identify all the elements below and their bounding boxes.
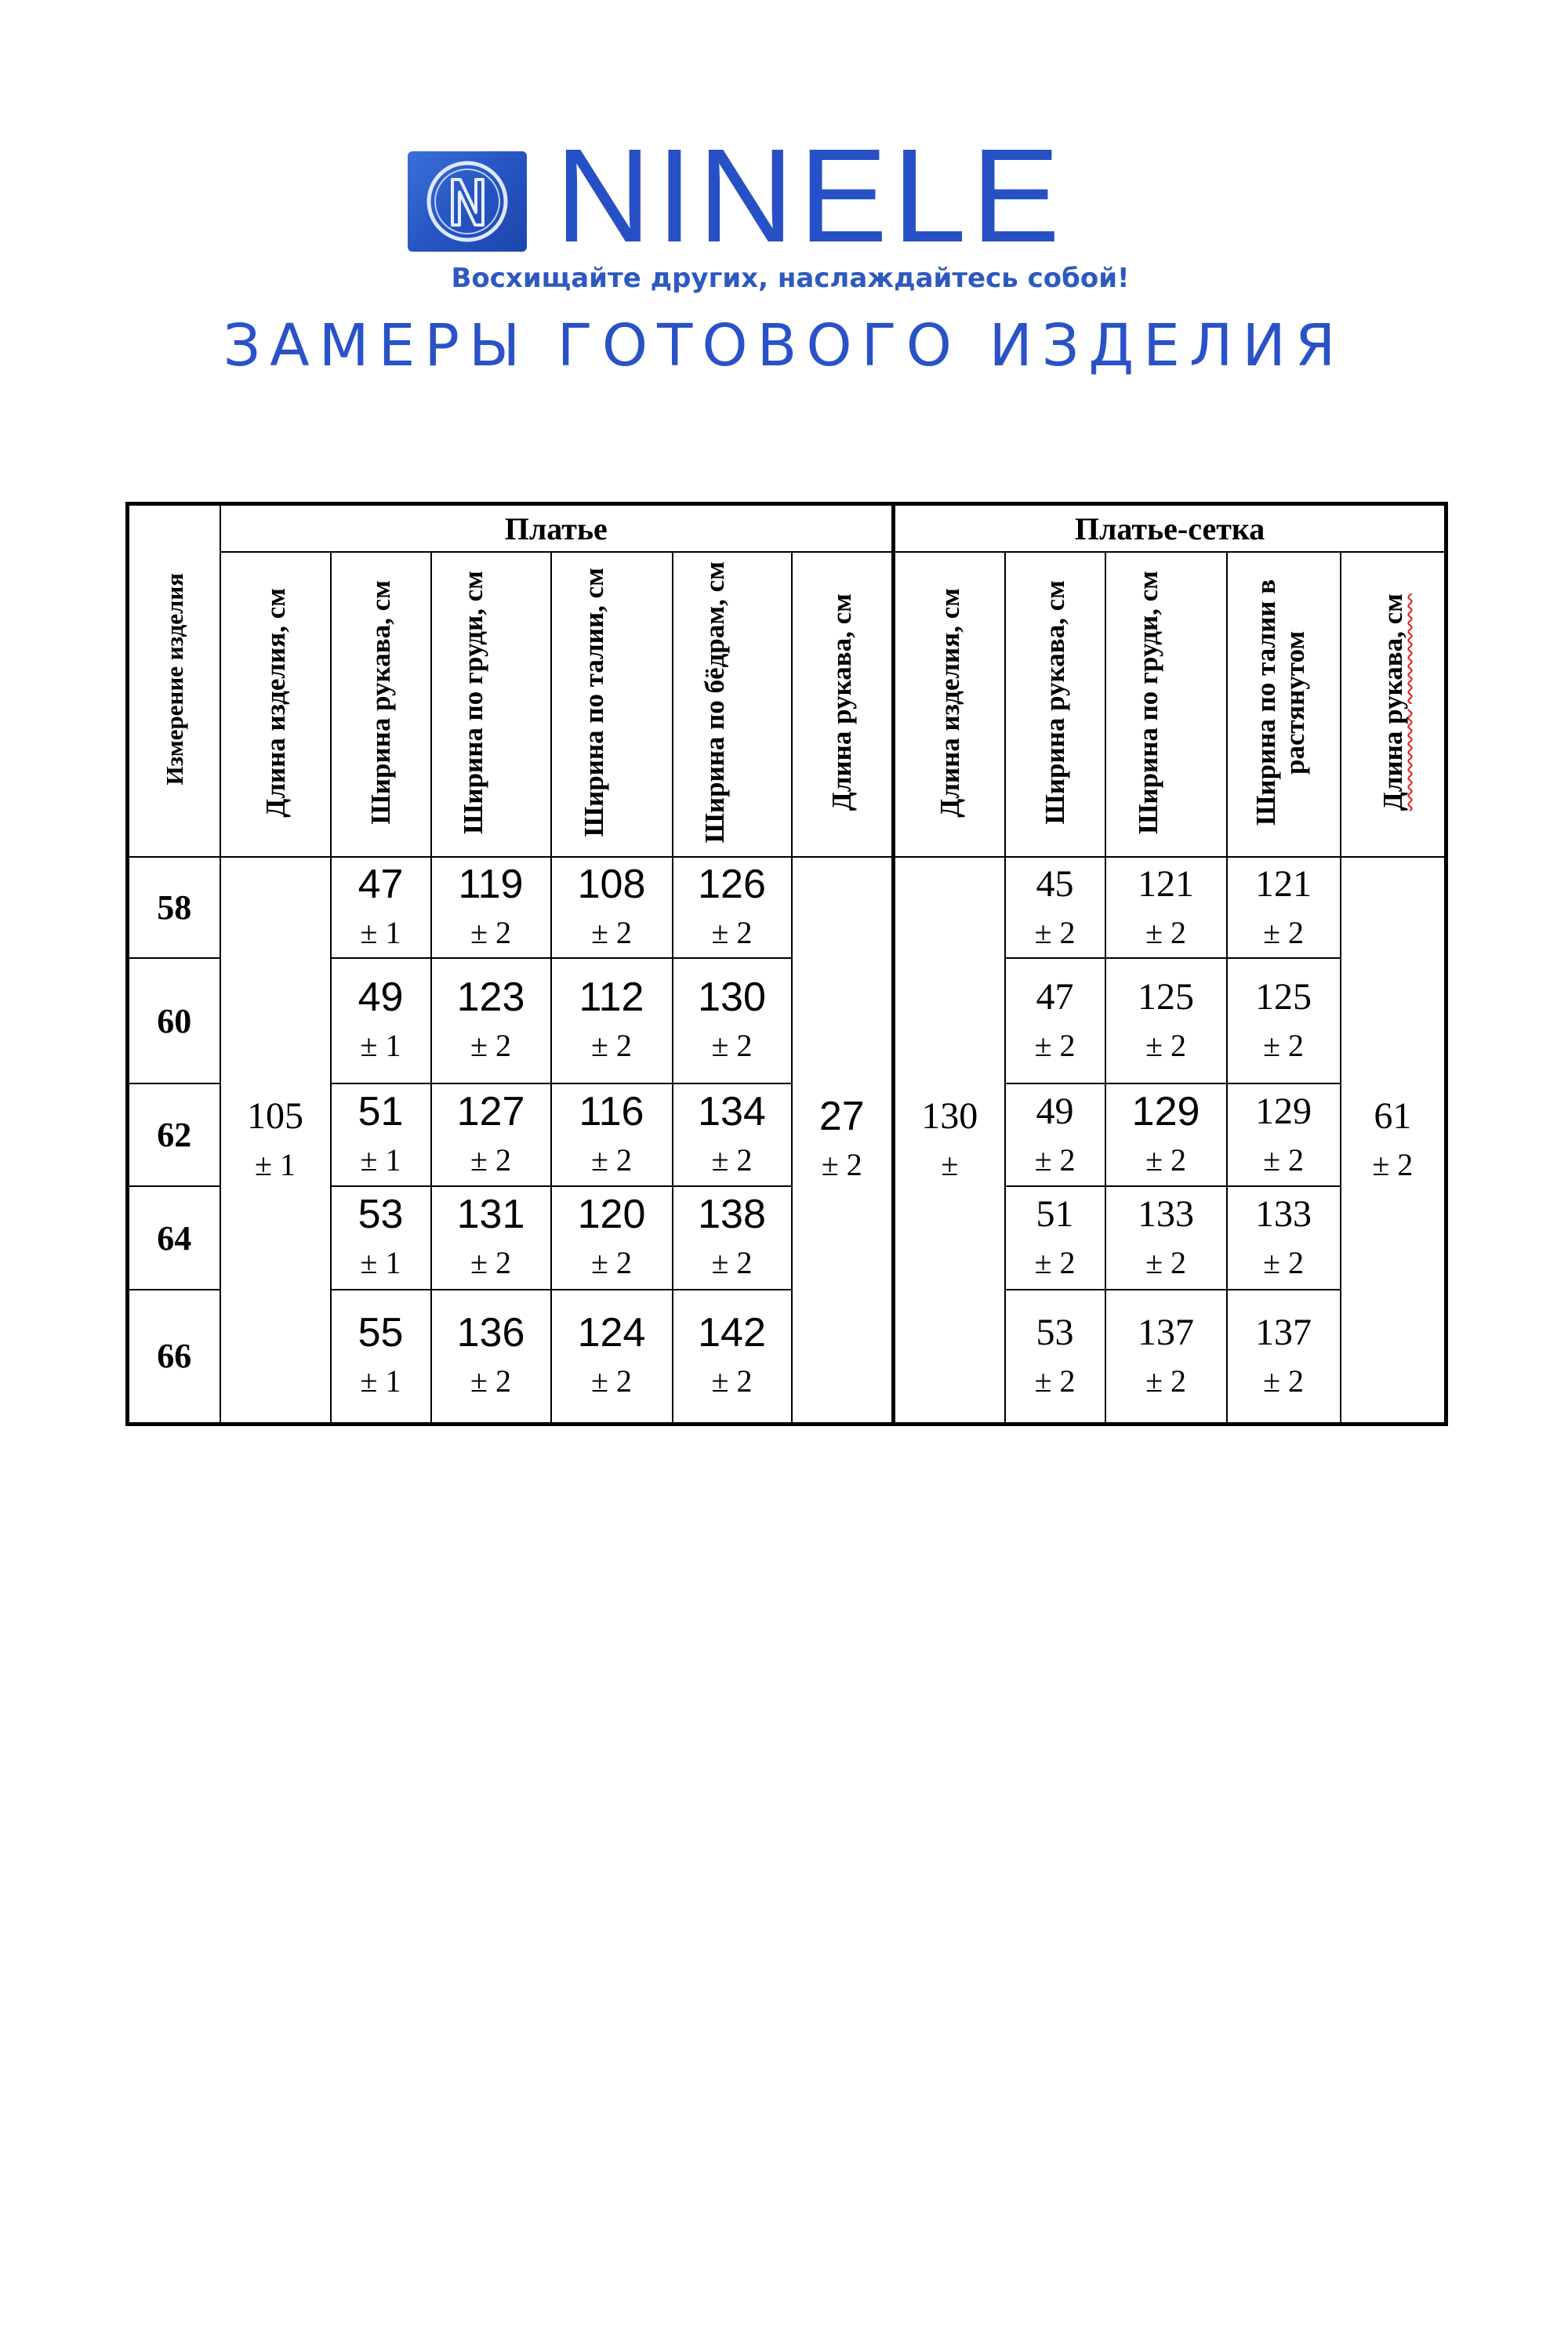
measurement-cell: [1105, 1083, 1227, 1186]
measurement-value: 133: [1138, 1193, 1195, 1235]
column-header: [1227, 552, 1341, 857]
measurement-value: 142: [698, 1309, 766, 1356]
measurement-tolerance: ± 1: [360, 1245, 401, 1280]
measurement-value: 130: [921, 1094, 978, 1137]
column-header-label: Ширина по груди, см: [458, 570, 488, 834]
measurement-cell: [431, 958, 551, 1083]
measurement-tolerance: ± 2: [1145, 1142, 1187, 1178]
measurement-value: 51: [358, 1088, 404, 1134]
column-header-label: Длина изделия, см: [934, 587, 965, 818]
measurement-tolerance: ± 2: [1263, 1028, 1305, 1063]
measurement-cell: [1105, 857, 1227, 958]
measurement-tolerance: ±: [941, 1146, 959, 1182]
measurement-value: 49: [358, 975, 404, 1020]
corner-label: Измерение изделия: [160, 572, 188, 786]
page-title: ЗАМЕРЫ ГОТОВОГО ИЗДЕЛИЯ: [223, 312, 1345, 379]
measurement-value: 61: [1374, 1094, 1412, 1137]
measurement-value: 105: [247, 1094, 303, 1137]
measurement-tolerance: ± 2: [591, 1363, 632, 1399]
column-header: [1105, 552, 1227, 857]
measurement-tolerance: ± 1: [360, 1028, 401, 1063]
measurement-tolerance: ± 2: [591, 1142, 632, 1178]
measurement-cell: [673, 857, 792, 958]
measurement-cell: [1005, 1186, 1105, 1290]
table-row: [128, 857, 1446, 958]
measurement-cell: [431, 1290, 551, 1424]
brand-name: NINELE: [555, 122, 1065, 270]
measurement-tolerance: ± 2: [1034, 1245, 1076, 1280]
measurement-cell: [331, 1290, 431, 1424]
measurement-value: 130: [698, 975, 766, 1020]
measurement-value: 53: [358, 1192, 404, 1237]
measurement-cell: [331, 958, 431, 1083]
measurement-tolerance: ± 2: [711, 1142, 753, 1178]
column-header: [792, 552, 894, 857]
measurement-cell: [551, 1290, 673, 1424]
column-header-label: Ширина по груди, см: [1133, 570, 1164, 834]
measurement-value: 136: [456, 1309, 525, 1356]
measurement-tolerance: ± 2: [470, 1028, 511, 1063]
measurement-tolerance: ± 2: [1372, 1146, 1414, 1182]
measurement-value: 116: [579, 1088, 644, 1134]
column-header-label: Ширина по бёдрам, см: [699, 561, 730, 844]
measurement-value: 108: [577, 861, 646, 907]
measurement-value: 131: [456, 1192, 525, 1237]
measurement-value: 127: [456, 1088, 525, 1134]
size-cell: 64: [128, 1186, 220, 1290]
measurement-cell: [1227, 1083, 1341, 1186]
measurement-cell: [1005, 1083, 1105, 1186]
measurement-tolerance: ± 2: [1145, 1028, 1187, 1063]
column-header-label: Длина рукава, см: [1377, 593, 1408, 811]
measurement-value: 121: [1138, 862, 1195, 905]
measurement-cell: [673, 1290, 792, 1424]
column-header: [551, 552, 673, 857]
measurement-tolerance: ± 1: [360, 1363, 401, 1399]
column-header: [673, 552, 792, 857]
measurement-value: 55: [358, 1309, 404, 1356]
measurement-tolerance: ± 2: [470, 1245, 511, 1280]
column-header: [331, 552, 431, 857]
size-cell: 62: [128, 1083, 220, 1186]
measurement-tolerance: ± 2: [470, 914, 511, 950]
measurement-tolerance: ± 2: [711, 1245, 753, 1280]
measurement-cell: [331, 857, 431, 958]
measurement-cell: [1105, 1290, 1227, 1424]
size-table-wrapper: [125, 502, 1448, 1426]
corner-header: [128, 504, 220, 858]
measurement-tolerance: ± 2: [821, 1146, 862, 1182]
measurement-cell: [551, 857, 673, 958]
measurement-value: 51: [1036, 1193, 1074, 1235]
measurement-value: 120: [577, 1192, 646, 1237]
measurement-cell: [331, 1186, 431, 1290]
measurement-value: 129: [1131, 1088, 1200, 1134]
column-header: [431, 552, 551, 857]
measurement-tolerance: ± 2: [1034, 914, 1076, 950]
measurement-cell: [1005, 958, 1105, 1083]
measurement-tolerance: ± 2: [711, 914, 753, 950]
column-header-label: Ширина рукава, см: [365, 580, 396, 825]
measurement-value: 124: [577, 1309, 646, 1356]
measurement-value: 137: [1255, 1311, 1312, 1353]
measurement-tolerance: ± 2: [470, 1363, 511, 1399]
measurement-value: 129: [1255, 1090, 1312, 1132]
measurement-tolerance: ± 2: [1263, 1245, 1305, 1280]
measurement-cell: [673, 1186, 792, 1290]
measurement-tolerance: ± 2: [1263, 1363, 1305, 1399]
group-header-mesh-dress: Платье-сетка: [894, 504, 1446, 553]
measurement-value: 47: [358, 861, 404, 907]
measurement-tolerance: ± 2: [1145, 914, 1187, 950]
measurement-tolerance: ± 2: [591, 1028, 632, 1063]
measurement-cell: [551, 1186, 673, 1290]
column-header: [220, 552, 331, 857]
size-table: [125, 502, 1448, 1426]
measurement-tolerance: ± 2: [1263, 1142, 1305, 1178]
measurement-cell: [431, 1083, 551, 1186]
measurement-cell: [1005, 1290, 1105, 1424]
measurement-value: 49: [1036, 1090, 1074, 1132]
column-header: [894, 552, 1005, 857]
measurement-tolerance: ± 1: [360, 1142, 401, 1178]
measurement-cell: [431, 857, 551, 958]
measurement-cell: [673, 958, 792, 1083]
dress-length-cell: [220, 857, 331, 1424]
measurement-tolerance: ± 2: [470, 1142, 511, 1178]
measurement-cell: [551, 958, 673, 1083]
brand-tagline: Восхищайте других, наслаждайтесь собой!: [451, 263, 1130, 294]
measurement-value: 133: [1255, 1193, 1312, 1235]
measurement-tolerance: ± 2: [1145, 1363, 1187, 1399]
measurement-cell: [1005, 857, 1105, 958]
size-cell: 58: [128, 857, 220, 958]
measurement-cell: [1227, 1290, 1341, 1424]
measurement-value: 45: [1036, 862, 1074, 905]
measurement-cell: [431, 1186, 551, 1290]
measurement-value: 123: [456, 975, 525, 1020]
column-header: [1341, 552, 1446, 857]
measurement-tolerance: ± 2: [711, 1363, 753, 1399]
measurement-cell: [331, 1083, 431, 1186]
column-header-label: Длина изделия, см: [260, 587, 291, 818]
measurement-value: 134: [698, 1088, 766, 1134]
measurement-cell: [1105, 1186, 1227, 1290]
measurement-value: 112: [579, 975, 644, 1020]
mesh-sleeve-length-cell: [1341, 857, 1446, 1424]
size-cell: 60: [128, 958, 220, 1083]
brand-logo-icon: [408, 151, 527, 252]
measurement-value: 126: [698, 861, 766, 907]
measurement-cell: [551, 1083, 673, 1186]
column-header-label: Ширина по талии в растянутом: [1250, 579, 1311, 826]
measurement-tolerance: ± 2: [591, 914, 632, 950]
group-header-dress: Платье: [220, 504, 894, 553]
column-header-label: Длина рукава, см: [826, 593, 858, 811]
measurement-cell: [1105, 958, 1227, 1083]
measurement-tolerance: ± 2: [1145, 1245, 1187, 1280]
group-header-row: [128, 504, 1446, 553]
measurement-tolerance: ± 2: [591, 1245, 632, 1280]
column-header: [1005, 552, 1105, 857]
measurement-tolerance: ± 2: [1034, 1142, 1076, 1178]
column-header-label: Ширина рукава, см: [1040, 580, 1071, 825]
measurement-tolerance: ± 2: [711, 1028, 753, 1063]
measurement-tolerance: ± 2: [1034, 1028, 1076, 1063]
measurement-value: 138: [698, 1192, 766, 1237]
measurement-cell: [1227, 1186, 1341, 1290]
measurement-value: 47: [1036, 976, 1074, 1018]
measurement-tolerance: ± 2: [1263, 914, 1305, 950]
measurement-tolerance: ± 1: [360, 914, 401, 950]
size-cell: 66: [128, 1290, 220, 1424]
measurement-value: 121: [1255, 862, 1312, 905]
measurement-cell: [1227, 857, 1341, 958]
column-header-label: Ширина по талии, см: [579, 568, 609, 837]
measurement-value: 125: [1138, 976, 1195, 1018]
measurement-cell: [673, 1083, 792, 1186]
mesh-length-cell: [894, 857, 1005, 1424]
measurement-tolerance: ± 1: [255, 1146, 296, 1182]
dress-sleeve-length-cell: [792, 857, 894, 1424]
measurement-value: 53: [1036, 1311, 1074, 1353]
measurement-value: 137: [1138, 1311, 1195, 1353]
measurement-value: 119: [458, 861, 524, 907]
measurement-tolerance: ± 2: [1034, 1363, 1076, 1399]
column-header-row: [128, 552, 1446, 857]
measurement-value: 125: [1255, 976, 1312, 1018]
measurement-cell: [1227, 958, 1341, 1083]
measurement-value: 27: [818, 1093, 865, 1139]
